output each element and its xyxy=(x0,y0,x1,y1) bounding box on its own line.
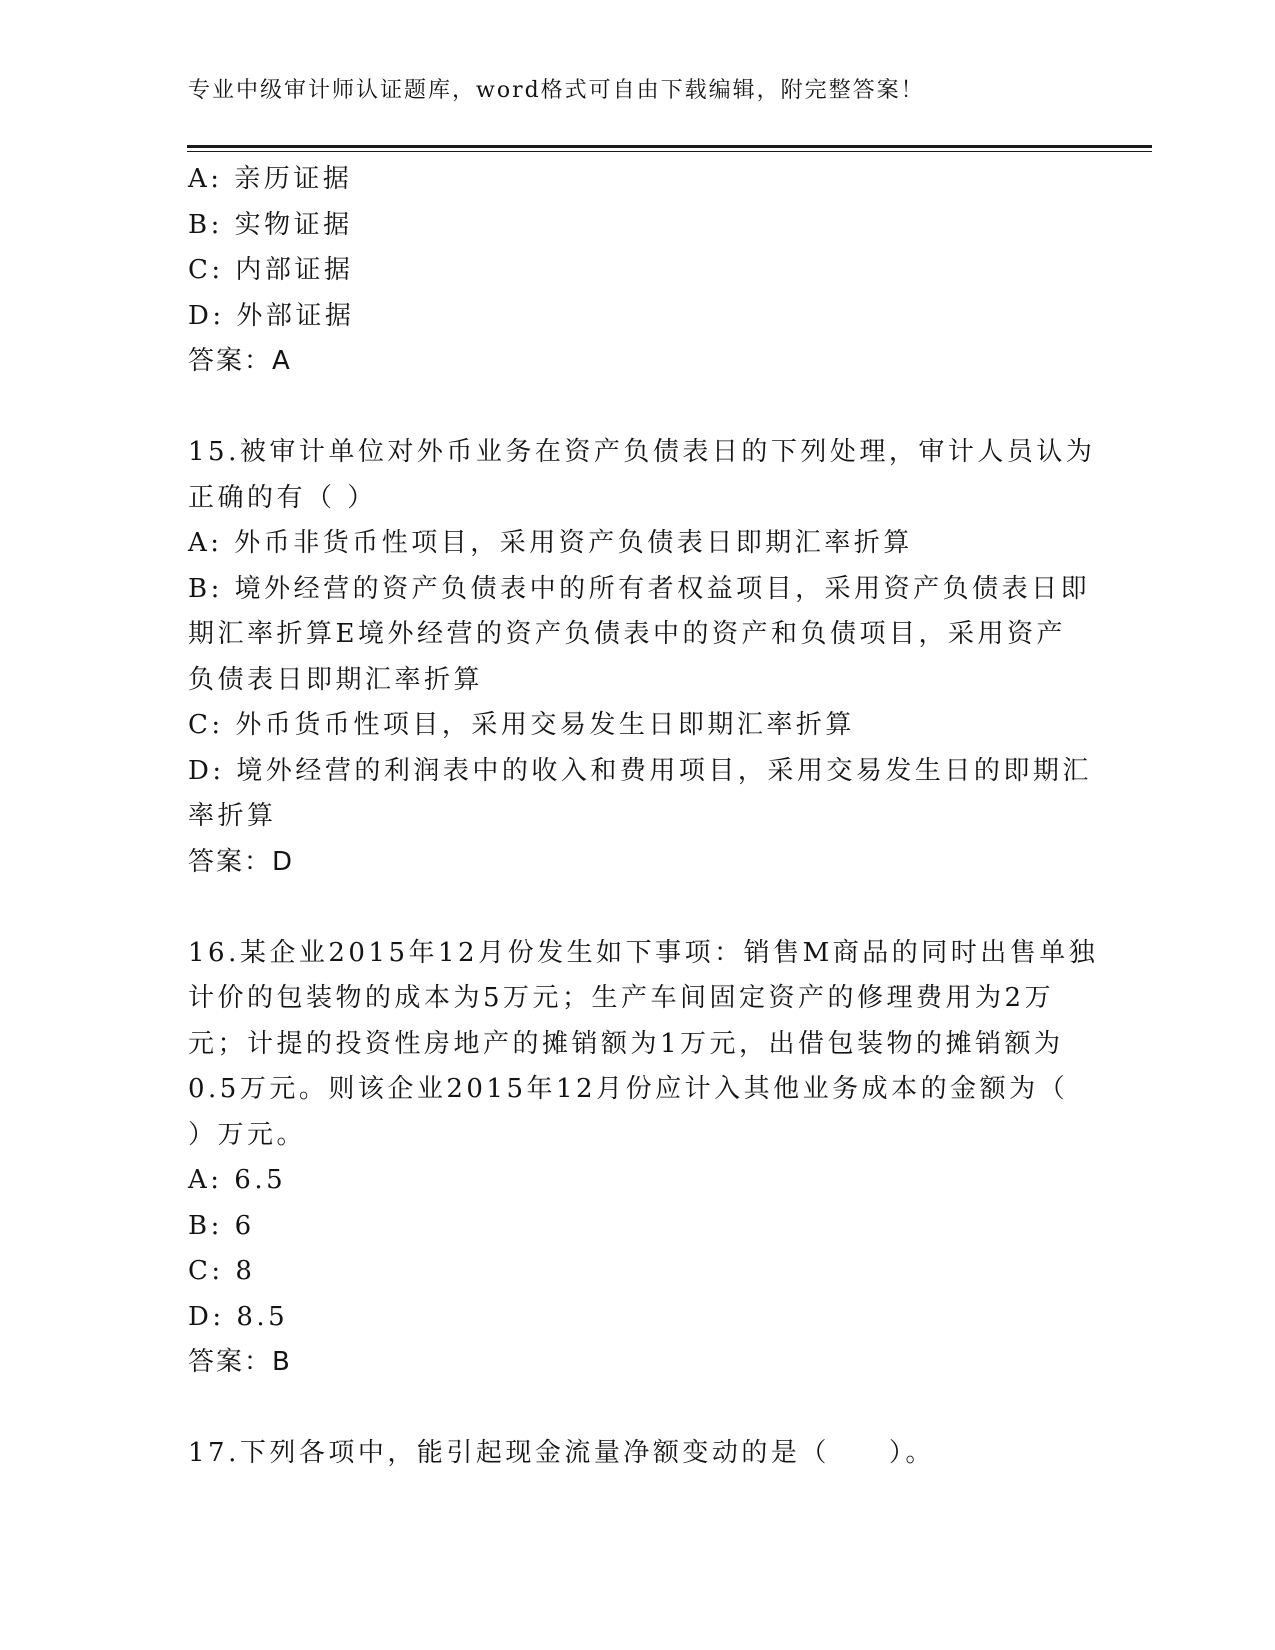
option-b: 期汇率折算E境外经营的资产负债表中的资产和负债项目，采用资产 xyxy=(188,619,1066,649)
question-stem: 17.下列各项中，能引起现金流量净额变动的是（ ）。 xyxy=(188,1438,935,1468)
option-b: 负债表日即期汇率折算 xyxy=(188,664,484,695)
option-d: D: 外部证据 xyxy=(188,300,355,331)
question-stem: ）万元。 xyxy=(188,1119,307,1150)
option-b: B: 境外经营的资产负债表中的所有者权益项目，采用资产负债表日即 xyxy=(188,573,1091,604)
question-stem: 0.5万元。则该企业2015年12月份应计入其他业务成本的金额为（ xyxy=(188,1074,1069,1104)
question-content xyxy=(188,157,1099,1477)
question-stem: 15.被审计单位对外币业务在资产负债表日的下列处理，审计人员认为 xyxy=(188,437,1096,467)
page-header: 专业中级审计师认证题库，word格式可自由下载编辑，附完整答案！ xyxy=(188,78,925,103)
spacer xyxy=(188,885,1088,931)
option-c: C: 外币货币性项目，采用交易发生日即期汇率折算 xyxy=(188,710,855,740)
header-rule-thick xyxy=(187,145,1152,148)
question-stem: 正确的有（ ） xyxy=(188,482,377,513)
header-rule-thin xyxy=(187,151,1152,152)
option-a: A: 亲历证据 xyxy=(188,164,353,194)
option-c: C: 内部证据 xyxy=(188,255,354,285)
option-a: A: 6.5 xyxy=(188,1165,287,1195)
option-c: C: 8 xyxy=(188,1256,256,1286)
question-14-block xyxy=(188,157,1088,385)
option-b: B: 6 xyxy=(188,1210,255,1241)
answer-line: 答案：A xyxy=(188,346,292,376)
question-stem: 计价的包装物的成本为5万元；生产车间固定资产的修理费用为2万 xyxy=(188,983,1055,1013)
question-16-block xyxy=(188,931,1099,1386)
answer-line: 答案：B xyxy=(188,1347,292,1377)
question-stem: 元；计提的投资性房地产的摊销额为1万元，出借包装物的摊销额为 xyxy=(188,1028,1064,1059)
option-a: A: 外币非货币性项目，采用资产负债表日即期汇率折算 xyxy=(188,528,913,558)
spacer xyxy=(188,385,1088,431)
option-b: B: 实物证据 xyxy=(188,209,353,240)
spacer xyxy=(188,1386,1088,1432)
question-17-block xyxy=(188,1431,1088,1477)
option-d: D: 8.5 xyxy=(188,1301,289,1332)
option-d: 率折算 xyxy=(188,801,277,831)
question-stem: 16.某企业2015年12月份发生如下事项：销售M商品的同时出售单独 xyxy=(188,937,1099,968)
option-d: D: 境外经营的利润表中的收入和费用项目，采用交易发生日的即期汇 xyxy=(188,755,1092,786)
question-15-block xyxy=(188,430,1096,885)
answer-line: 答案：D xyxy=(188,846,295,877)
